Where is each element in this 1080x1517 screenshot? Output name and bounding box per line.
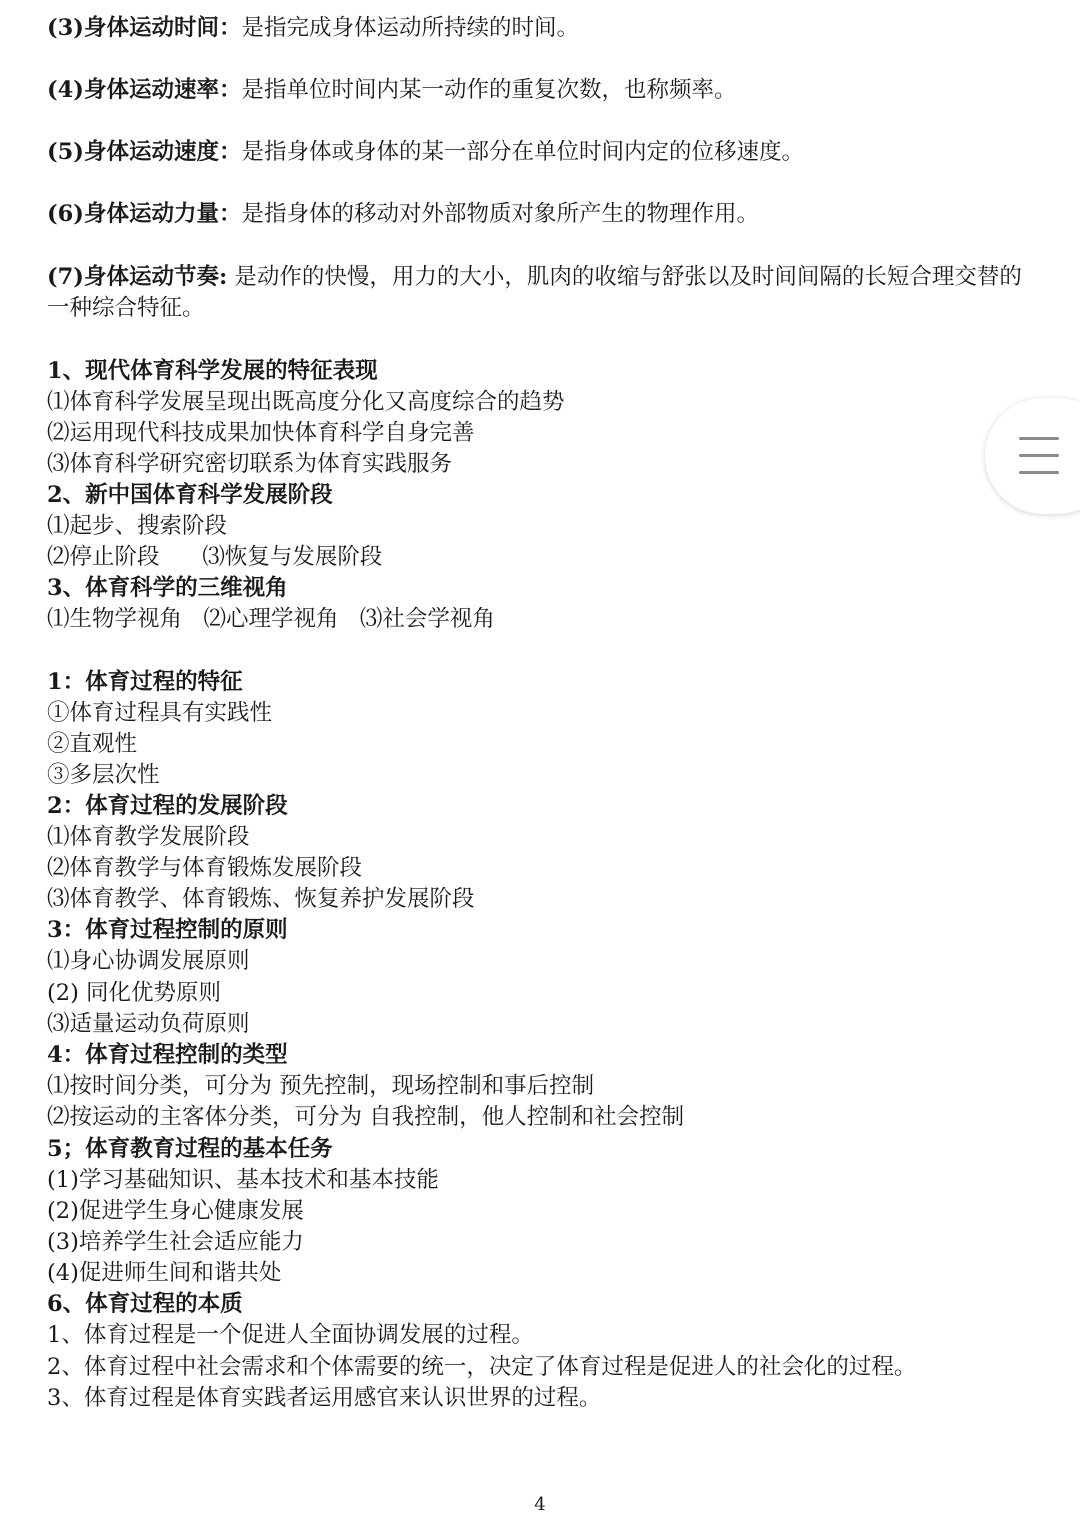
- list-item: ②直观性: [47, 731, 138, 757]
- section-heading: 1、现代体育科学发展的特征表现: [47, 358, 378, 384]
- section-heading: 3、体育科学的三维视角: [47, 575, 288, 601]
- section-heading: 6、体育过程的本质: [47, 1291, 243, 1317]
- list-item: ⑶体育科学研究密切联系为体育实践服务: [47, 451, 453, 477]
- definition-term: (4)身体运动速率：: [47, 77, 242, 103]
- definition-text: 是动作的快慢，用力的大小，肌肉的收缩与舒张以及时间间隔的长短合理交替的一种综合特征。: [47, 264, 1022, 321]
- list-item: ⑴生物学视角 ⑵心理学视角 ⑶社会学视角: [47, 606, 495, 632]
- list-item: (2) 同化优势原则: [47, 980, 222, 1006]
- list-item: ⑵运用现代科技成果加快体育科学自身完善: [47, 420, 475, 446]
- list-item: ⑴体育科学发展呈现出既高度分化又高度综合的趋势: [47, 389, 565, 415]
- definition-item: [47, 262, 1034, 324]
- section-heading: 2：体育过程的发展阶段: [47, 793, 288, 819]
- section-heading: 2、新中国体育科学发展阶段: [47, 482, 333, 508]
- hamburger-menu-icon: [1019, 437, 1061, 475]
- list-item: ⑵按运动的主客体分类，可分为 自我控制，他人控制和社会控制: [47, 1104, 685, 1130]
- section-heading: 4：体育过程控制的类型: [47, 1042, 288, 1068]
- section-heading: 1：体育过程的特征: [47, 669, 243, 695]
- definition-item: [47, 13, 1040, 44]
- list-item: ⑵体育教学与体育锻炼发展阶段: [47, 855, 363, 881]
- definition-text: 是指完成身体运动所持续的时间。: [241, 15, 579, 41]
- definition-text: 是指身体或身体的某一部分在单位时间内定的位移速度。: [241, 139, 804, 165]
- list-item: ⑶适量运动负荷原则: [47, 1011, 250, 1037]
- list-item: 3、体育过程是体育实践者运用感官来认识世界的过程。: [47, 1385, 602, 1411]
- list-item: (1)学习基础知识、基本技术和基本技能: [47, 1167, 439, 1193]
- list-item: ⑵停止阶段 ⑶恢复与发展阶段: [47, 544, 383, 570]
- definition-item: [47, 137, 1040, 168]
- list-item: (4)促进师生间和谐共处: [47, 1260, 282, 1286]
- list-item: ③多层次性: [47, 762, 160, 788]
- definition-item: [47, 199, 1040, 230]
- page-number: 4: [534, 1494, 546, 1515]
- list-item: 1、体育过程是一个促进人全面协调发展的过程。: [47, 1322, 534, 1348]
- section-heading: 5；体育教育过程的基本任务: [47, 1136, 333, 1162]
- definition-term: (7)身体运动节奏:: [47, 264, 228, 290]
- definition-item: [47, 75, 1040, 106]
- list-item: (3)培养学生社会适应能力: [47, 1229, 304, 1255]
- list-item: (2)促进学生身心健康发展: [47, 1198, 304, 1224]
- list-item: 2、体育过程中社会需求和个体需要的统一，决定了体育过程是促进人的社会化的过程。: [47, 1354, 917, 1380]
- list-item: ①体育过程具有实践性: [47, 700, 273, 726]
- list-item: ⑴起步、搜索阶段: [47, 513, 228, 539]
- definition-term: (3)身体运动时间：: [47, 15, 242, 41]
- definition-term: (5)身体运动速度：: [47, 139, 242, 165]
- definition-term: (6)身体运动力量：: [47, 201, 242, 227]
- definition-text: 是指身体的移动对外部物质对象所产生的物理作用。: [241, 201, 759, 227]
- definition-text: 是指单位时间内某一动作的重复次数，也称频率。: [241, 77, 737, 103]
- section-heading: 3：体育过程控制的原则: [47, 917, 288, 943]
- list-item: ⑶体育教学、体育锻炼、恢复养护发展阶段: [47, 886, 475, 912]
- list-item: ⑴体育教学发展阶段: [47, 824, 250, 850]
- list-item: ⑴身心协调发展原则: [47, 948, 250, 974]
- list-item: ⑴按时间分类，可分为 预先控制，现场控制和事后控制: [47, 1073, 595, 1099]
